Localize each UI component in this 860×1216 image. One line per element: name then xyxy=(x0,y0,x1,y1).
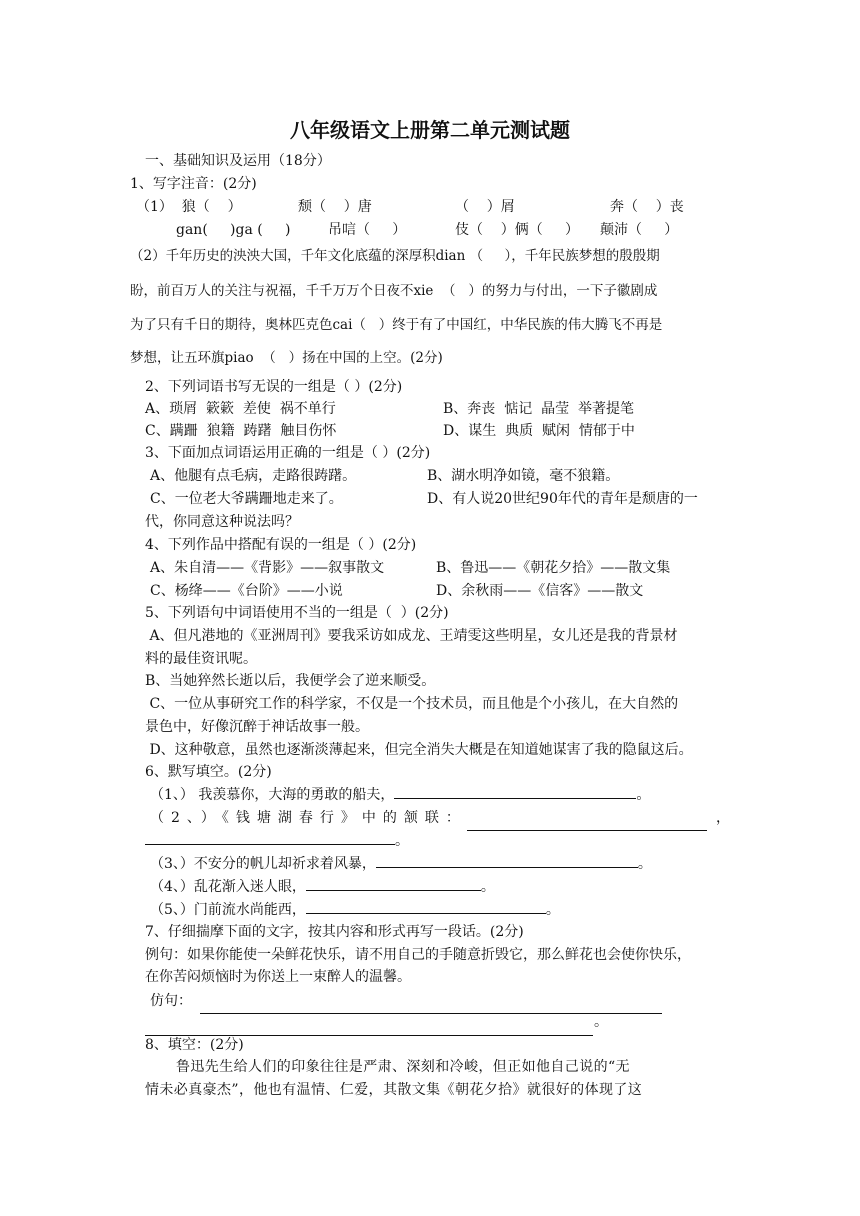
q1-item-7: 伎（ ）俩（ ） xyxy=(455,222,580,238)
answer-blank[interactable] xyxy=(394,784,636,799)
page-title: 八年级语文上册第二单元测试题 xyxy=(290,118,570,142)
q6-line-4: （4、）乱花渐入迷人眼， 。 xyxy=(150,876,495,898)
q6-line-3: （3、）不安分的帆儿却祈求着风暴， 。 xyxy=(150,853,652,875)
answer-blank[interactable] xyxy=(306,876,481,891)
q1-passage-line: （2）千年历史的泱泱大国，千年文化底蕴的深厚积dian （ ），千年民族梦想的殷殷期 xyxy=(130,248,660,264)
q1-item-2: 颓（ ）唐 xyxy=(298,199,372,215)
q1-item-5: gan( )ga ( ) xyxy=(176,222,291,238)
q7-example-line: 在你苦闷烦恼时为你送上一束醉人的温馨。 xyxy=(145,969,411,985)
answer-blank[interactable] xyxy=(306,899,546,914)
question-4-heading: 4、下列作品中搭配有误的一组是（ ）(2分) xyxy=(145,537,417,553)
q4-option-a: A、朱自清——《背影》——叙事散文 xyxy=(150,560,385,576)
q3-option-d: D、有人说20世纪90年代的青年是颓唐的一 xyxy=(427,491,698,507)
answer-blank[interactable] xyxy=(200,999,662,1014)
question-5-heading: 5、下列语句中词语使用不当的一组是（ ）(2分) xyxy=(145,605,449,621)
q5-line: B、当她猝然长逝以后，我便学会了逆来顺受。 xyxy=(145,673,436,689)
q4-option-d: D、余秋雨——《信客》——散文 xyxy=(436,583,644,599)
q6-line-2: （2、）《钱塘湖春行》中的颔联： xyxy=(150,810,467,826)
q7-example-line: 例句：如果你能使一朵鲜花快乐，请不用自己的手随意折毁它，那么鲜花也会使你快乐， xyxy=(145,947,691,963)
q7-period: 。 xyxy=(594,1014,608,1030)
q5-line: C、一位从事研究工作的科学家，不仅是一个技术员，而且他是个小孩儿，在大自然的 xyxy=(145,696,679,712)
q2-option-a: A、琐屑 簌簌 差使 祸不单行 xyxy=(145,401,336,417)
q4-option-c: C、杨绛——《台阶》——小说 xyxy=(150,583,343,599)
q6-comma: ， xyxy=(716,810,730,826)
q3-option-c: C、一位老大爷蹒跚地走来了。 xyxy=(150,491,343,507)
q7-imitation-label: 仿句： xyxy=(150,993,192,1009)
q1-passage-line: 梦想，让五环旗piao （ ）扬在中国的上空。(2分) xyxy=(130,350,443,366)
q6-line-1: （1、） 我羡慕你，大海的勇敢的船夫， 。 xyxy=(150,784,650,806)
q2-option-d: D、谋生 典质 赋闲 情郁于中 xyxy=(443,423,635,439)
question-3-heading: 3、下面加点词语运用正确的一组是（ ）(2分) xyxy=(145,445,431,461)
q3-option-d-cont: 代，你同意这种说法吗？ xyxy=(145,514,299,530)
q3-option-a: A、他腿有点毛病，走路很踌躇。 xyxy=(150,468,357,484)
q8-paragraph-line: 情未必真豪杰”，他也有温情、仁爱，其散文集《朝花夕拾》就很好的体现了这 xyxy=(145,1082,643,1098)
q1-item-3: （ ）屑 xyxy=(455,199,515,215)
q3-option-b: B、湖水明净如镜，毫不狼籍。 xyxy=(427,468,620,484)
answer-blank[interactable] xyxy=(376,853,638,868)
q1-passage-line: 为了只有千日的期待，奥林匹克色cai（ ）终于有了中国红，中华民族的伟大腾飞不再是 xyxy=(130,317,663,333)
q5-line: A、但凡港地的《亚洲周刊》要我采访如成龙、王靖雯这些明星，女儿还是我的背景材 xyxy=(145,628,678,644)
q2-option-c: C、蹒跚 狼籍 踌躇 触目伤怀 xyxy=(145,423,337,439)
question-8-heading: 8、填空：(2分) xyxy=(145,1037,244,1053)
q6-line-2-cont: 。 xyxy=(145,830,409,852)
q1-passage-line: 盼，前百万人的关注与祝福，千千万万个日夜不xie （ ）的努力与付出，一下子徽剧成 xyxy=(130,283,658,299)
q1-item-8: 颠沛（ ） xyxy=(600,222,679,238)
q1-item-4: 奔（ ）丧 xyxy=(610,199,684,215)
q8-paragraph-line: 鲁迅先生给人们的印象往往是严肃、深刻和冷峻，但正如他自己说的“无 xyxy=(176,1059,630,1075)
q6-line-5: （5、）门前流水尚能西， 。 xyxy=(150,899,560,921)
q5-line: D、这种敬意，虽然也逐渐淡薄起来，但完全消失大概是在知道她谋害了我的隐鼠这后。 xyxy=(145,742,693,758)
answer-blank[interactable] xyxy=(467,816,707,831)
answer-blank[interactable] xyxy=(145,830,395,845)
question-2-heading: 2、下列词语书写无误的一组是（ ）(2分) xyxy=(145,379,403,395)
q5-line: 景色中，好像沉醉于神话故事一般。 xyxy=(145,719,369,735)
q4-option-b: B、鲁迅——《朝花夕拾》——散文集 xyxy=(436,560,671,576)
question-1-heading: 1、写字注音：(2分) xyxy=(130,176,257,192)
q5-line: 料的最佳资讯呢。 xyxy=(145,651,257,667)
section-heading: 一、基础知识及运用（18分） xyxy=(145,153,331,169)
question-6-heading: 6、默写填空。(2分) xyxy=(145,764,272,780)
q1-item-6: 吊唁（ ） xyxy=(328,222,407,238)
q2-option-b: B、奔丧 惦记 晶莹 举著提笔 xyxy=(443,401,634,417)
q1-item-1: （1） 狼（ ） xyxy=(136,199,242,215)
question-7-heading: 7、仔细揣摩下面的文字，按其内容和形式再写一段话。(2分) xyxy=(145,924,524,940)
